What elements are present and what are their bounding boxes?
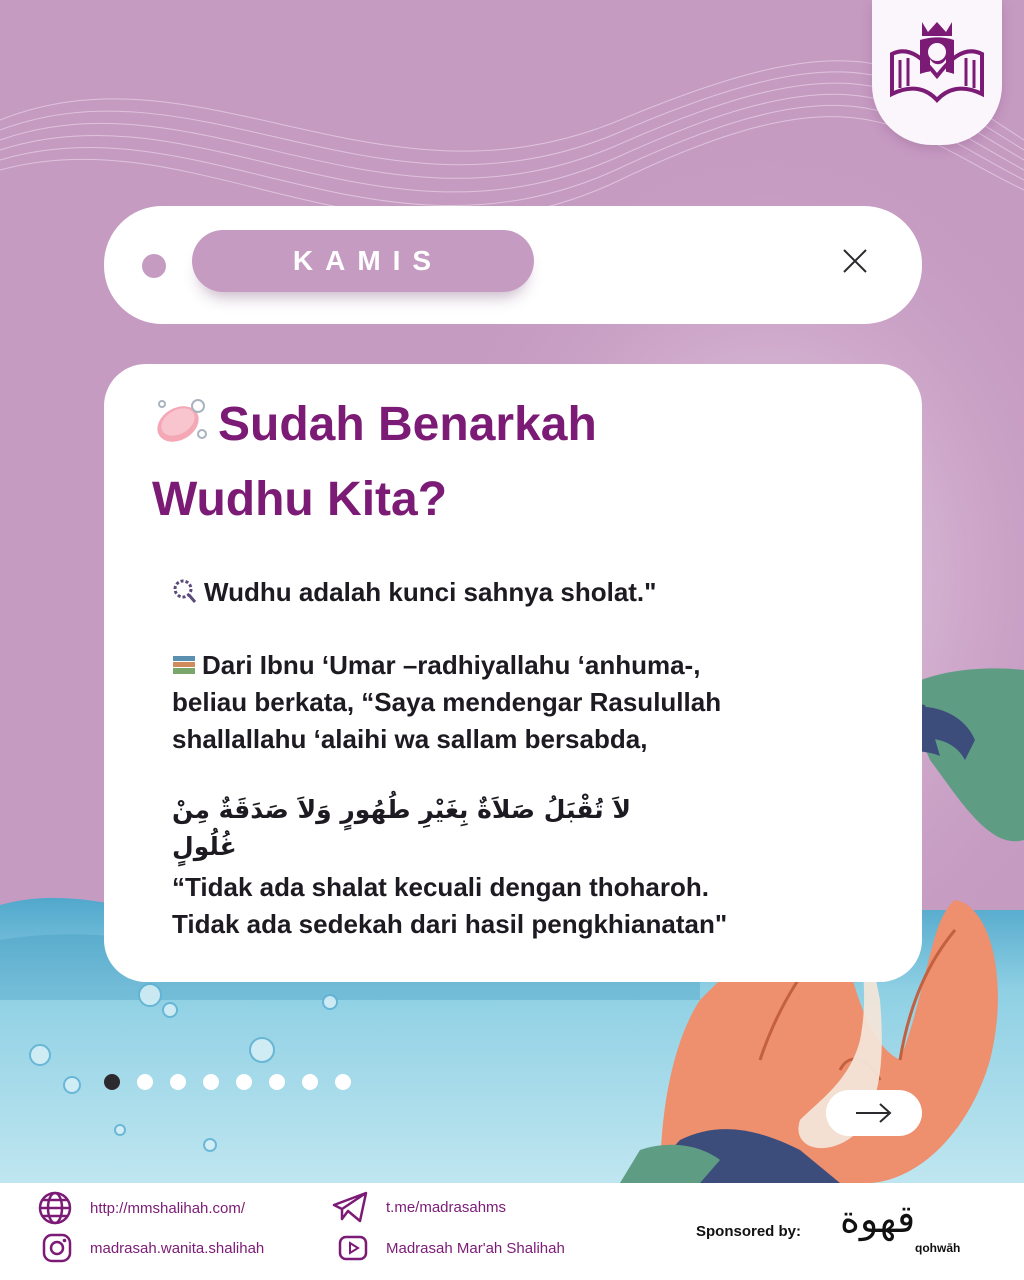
telegram-link[interactable]: t.me/madrasahms <box>386 1198 507 1216</box>
narration-line3: shallallahu ‘alaihi wa sallam bersabda, <box>172 724 648 754</box>
page-dot-7[interactable] <box>302 1074 318 1090</box>
footer-instagram[interactable] <box>42 1233 264 1263</box>
translation-line1: “Tidak ada shalat kecuali dengan thoharoh. <box>172 872 709 902</box>
translation-text <box>172 869 727 943</box>
narration-text <box>172 647 721 758</box>
page-dot-1[interactable] <box>104 1074 120 1090</box>
soap-icon <box>152 394 210 448</box>
page-dot-8[interactable] <box>335 1074 351 1090</box>
footer-youtube[interactable] <box>338 1235 565 1261</box>
madrasah-logo-icon <box>882 14 992 114</box>
footer-telegram[interactable] <box>332 1191 506 1223</box>
page-title-line1: Sudah Benarkah <box>218 398 597 451</box>
pagination-dots <box>104 1074 351 1090</box>
sponsor-label: Sponsored by: <box>696 1223 802 1240</box>
arrow-right-icon <box>854 1102 894 1124</box>
youtube-icon <box>338 1235 368 1261</box>
footer-website[interactable] <box>38 1191 245 1225</box>
prayer-beads-icon <box>172 578 198 604</box>
books-icon <box>172 653 196 677</box>
day-label: KAMIS <box>192 230 534 292</box>
next-button[interactable] <box>826 1090 922 1136</box>
narration-line2: beliau berkata, “Saya mendengar Rasulullah <box>172 687 722 717</box>
youtube-channel[interactable]: Madrasah Mar'ah Shalihah <box>386 1239 565 1257</box>
page-dot-4[interactable] <box>203 1074 219 1090</box>
website-link[interactable]: http://mmshalihah.com/ <box>90 1199 246 1217</box>
page-dot-5[interactable] <box>236 1074 252 1090</box>
instagram-icon <box>42 1233 72 1263</box>
close-icon[interactable] <box>842 248 868 274</box>
sponsor-name: qohwāh <box>915 1241 961 1255</box>
intro-text <box>172 574 657 611</box>
instagram-handle[interactable]: madrasah.wanita.shalihah <box>90 1239 265 1257</box>
brand-logo-badge <box>872 0 1002 145</box>
sponsor-logo-arabic: قهوة <box>840 1197 916 1241</box>
status-dot <box>142 254 166 278</box>
globe-icon <box>38 1191 72 1225</box>
telegram-icon <box>332 1191 368 1223</box>
intro-sentence: Wudhu adalah kunci sahnya sholat." <box>204 577 657 607</box>
page-dot-6[interactable] <box>269 1074 285 1090</box>
narration-line1: Dari Ibnu ‘Umar –radhiyallahu ‘anhuma-, <box>172 647 721 684</box>
footer <box>0 1183 1024 1280</box>
page-dot-3[interactable] <box>170 1074 186 1090</box>
arabic-hadith: لاَ تُقْبَلُ صَلاَةٌ بِغَيْرِ طُهُورٍ وَلاَ صَدَقَةٌ مِنْ غُلُولٍ <box>172 795 631 861</box>
page-title-line2: Wudhu Kita? <box>152 473 448 526</box>
day-header-card <box>104 206 922 324</box>
content-card <box>104 364 922 982</box>
page-dot-2[interactable] <box>137 1074 153 1090</box>
translation-line2: Tidak ada sedekah dari hasil pengkhianatan" <box>172 909 728 939</box>
